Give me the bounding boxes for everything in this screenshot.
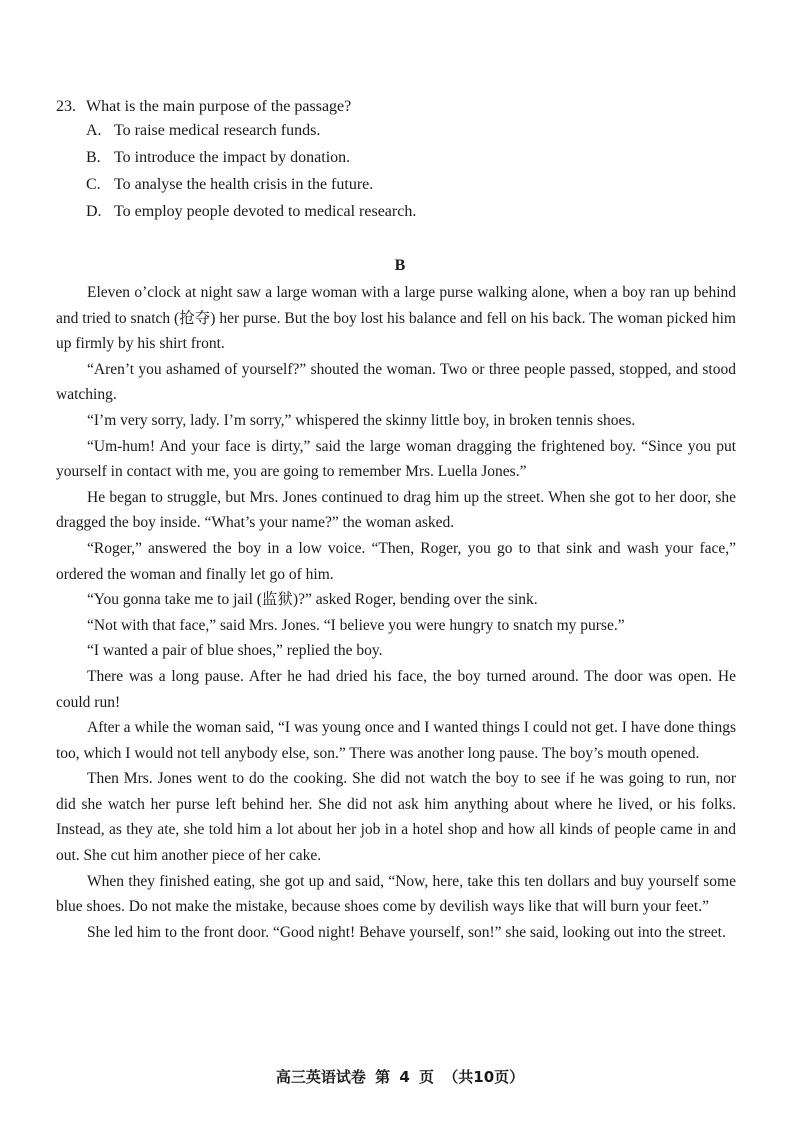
option-letter: A. [86, 122, 102, 139]
option-a [86, 120, 320, 142]
option-letter: D. [86, 203, 102, 220]
page-prefix: 第 [375, 1068, 391, 1086]
page-number: 4 [399, 1068, 410, 1086]
passage-paragraph: There was a long pause. After he had dried his face, the boy turned around. The door was open. He could run! [56, 667, 736, 711]
option-text: To raise medical research funds. [114, 122, 321, 139]
passage-paragraph: He began to struggle, but Mrs. Jones continued to drag him up the street. When she got to her door, she dragged the boy inside. “What’s your name?” the woman asked. [56, 488, 736, 532]
option-c [86, 174, 373, 196]
exam-title: 高三英语试卷 [275, 1068, 366, 1086]
question-number: 23. [56, 98, 76, 115]
page-footer [0, 1066, 800, 1087]
passage-paragraph: After a while the woman said, “I was young once and I wanted things I could not get. I have done things too, which I would not tell anybody else, son.” There was another long pause. The boy’s mouth opened. [56, 719, 736, 762]
page-total: （共10页） [443, 1068, 525, 1086]
option-text: To introduce the impact by donation. [114, 149, 351, 166]
option-b [86, 147, 350, 169]
option-letter: C. [86, 176, 101, 193]
reading-passage [56, 280, 736, 945]
passage-paragraph: She led him to the front door. “Good night! Behave yourself, son!” she said, looking out into the street. [87, 923, 726, 941]
option-text: To employ people devoted to medical research. [114, 203, 417, 220]
passage-paragraph: Eleven o’clock at night saw a large woman with a large purse walking alone, when a boy ran up behind and tried to snatch (抢夺) her purse. But the boy lost his balance and fell on his back. The woman picked him up firmly by his shirt front. [56, 284, 736, 353]
passage-paragraph: “I wanted a pair of blue shoes,” replied the boy. [87, 642, 383, 660]
option-d [86, 201, 416, 223]
passage-paragraph: “Aren’t you ashamed of yourself?” shouted the woman. Two or three people passed, stopped, and stood watching. [56, 360, 736, 404]
passage-paragraph: “I’m very sorry, lady. I’m sorry,” whispered the skinny little boy, in broken tennis shoes. [87, 411, 636, 429]
section-heading: B [394, 257, 406, 274]
passage-paragraph: “You gonna take me to jail (监狱)?” asked Roger, bending over the sink. [87, 591, 538, 609]
passage-paragraph: “Roger,” answered the boy in a low voice. “Then, Roger, you go to that sink and wash your face,” ordered the woman and finally let go of him. [56, 539, 736, 583]
passage-paragraph: “Not with that face,” said Mrs. Jones. “I believe you were hungry to snatch my purse.” [87, 616, 625, 634]
passage-paragraph: When they finished eating, she got up and said, “Now, here, take this ten dollars and buy yourself some blue shoes. Do not make the mistake, because shoes come by devilish ways like that will burn your feet.” [56, 872, 736, 916]
question-stem [56, 96, 351, 118]
page-suffix: 页 [419, 1068, 435, 1086]
option-text: To analyse the health crisis in the future. [114, 176, 374, 193]
option-letter: B. [86, 149, 101, 166]
question-text: What is the main purpose of the passage? [86, 98, 352, 115]
passage-paragraph: Then Mrs. Jones went to do the cooking. She did not watch the boy to see if he was going to run, nor did she watch her purse left behind her. She did not ask him anything about where he lived, or his folks. Instead, as they ate, she told him a lot about her job in a hotel shop and how all kinds of people came in and out. She cut him another piece of her cake. [56, 770, 736, 865]
passage-paragraph: “Um-hum! And your face is dirty,” said the large woman dragging the frightened boy. “Since you put yourself in contact with me, you are going to remember Mrs. Luella Jones.” [56, 437, 736, 481]
